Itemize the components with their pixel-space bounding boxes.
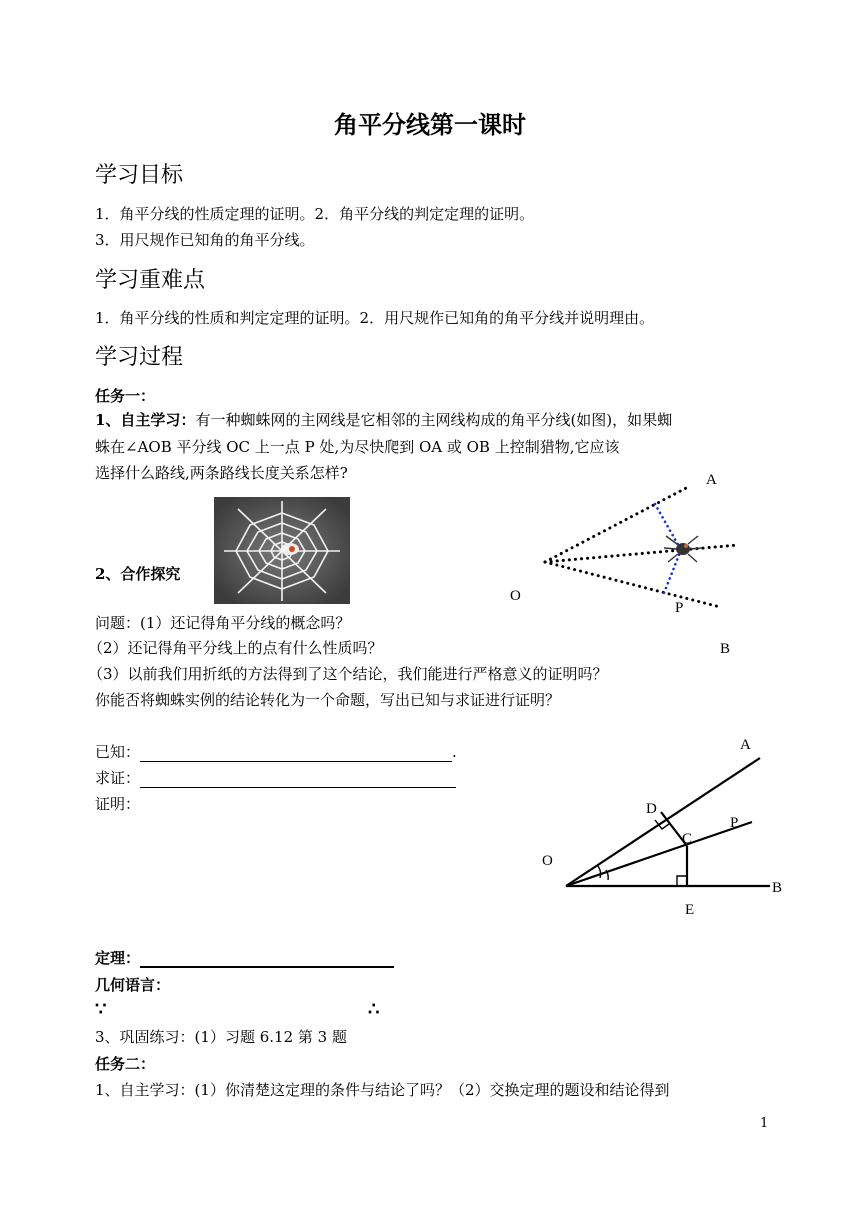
known-blank[interactable] (140, 747, 452, 762)
task2-label: 任务二： (95, 1055, 156, 1073)
therefore-symbol: ∴ (368, 999, 380, 1020)
fig1-label-B: B (720, 641, 731, 657)
question-4: 你能否将蜘蛛实例的结论转化为一个命题，写出已知与求证进行证明？ (95, 691, 561, 709)
objectives-heading: 学习目标 (95, 163, 184, 188)
prove-row (95, 767, 456, 788)
objectives-line-2: 3．用尺规作已知角的角平分线。 (95, 231, 315, 249)
theorem-label: 定理： (95, 949, 141, 967)
fig2-label-E: E (685, 902, 695, 918)
practice-line: 3、巩固练习：(1）习题 6.12 第 3 题 (95, 1028, 347, 1046)
prove-label: 求证： (95, 769, 141, 787)
question-1: 问题：(1）还记得角平分线的概念吗？ (95, 614, 351, 632)
fig2-label-D: D (646, 801, 657, 817)
page-number: 1 (760, 1116, 769, 1131)
question-3: （3）以前我们用折纸的方法得到了这个结论，我们能进行严格意义的证明吗？ (88, 665, 608, 683)
fig1-label-P: P (675, 600, 684, 616)
theorem-row (95, 947, 394, 968)
task1-self-study-line-1 (95, 409, 672, 430)
spider-angle-figure (500, 470, 760, 660)
angle-bisector-figure (530, 730, 800, 918)
self-study-text-1: 有一种蜘蛛网的主网线是它相邻的主网线构成的角平分线(如图)，如果蜘 (195, 411, 673, 429)
question-2: （2）还记得角平分线上的点有什么性质吗？ (88, 639, 383, 657)
ray-OP (566, 822, 752, 886)
ray-OA (545, 486, 690, 562)
ray-OB (545, 562, 720, 607)
fig1-label-O: O (510, 588, 521, 604)
page-title: 角平分线第一课时 (334, 111, 526, 139)
self-study-label: 1、自主学习： (95, 411, 196, 429)
fig1-label-A: A (706, 472, 717, 488)
geometric-language-label: 几何语言： (95, 976, 171, 994)
known-label: 已知： (95, 743, 141, 761)
spider-icon (664, 536, 702, 562)
prove-blank[interactable] (140, 773, 456, 788)
process-heading: 学习过程 (95, 345, 184, 370)
theorem-blank[interactable] (140, 952, 394, 968)
fig2-label-A: A (740, 737, 751, 753)
known-end: . (452, 743, 457, 761)
ray-OC (545, 545, 738, 562)
known-row (95, 741, 457, 762)
task2-self-study: 1、自主学习：(1）你清楚这定理的条件与结论了吗？（2）交换定理的题设和结论得到 (95, 1081, 670, 1099)
task1-self-study-line-2: 蛛在∠AOB 平分线 OC 上一点 P 处,为尽快爬到 OA 或 OB 上控制猎物,它应该 (95, 438, 620, 456)
spider-web-photo (214, 497, 350, 604)
cooperative-inquiry-label: 2、合作探究 (95, 565, 181, 583)
objectives-line-1: 1．角平分线的性质定理的证明。2．角平分线的判定定理的证明。 (95, 205, 535, 223)
fig2-label-O: O (542, 853, 553, 869)
fig2-label-B: B (772, 880, 783, 896)
task1-self-study-line-3: 选择什么路线,两条路线长度关系怎样? (95, 464, 348, 482)
task1-label: 任务一： (95, 387, 156, 405)
key-points-line-1: 1．角平分线的性质和判定定理的证明。2．用尺规作已知角的角平分线并说明理由。 (95, 309, 655, 327)
because-symbol: ∵ (95, 999, 107, 1020)
key-points-heading: 学习重难点 (95, 268, 206, 293)
proof-label: 证明： (95, 795, 141, 813)
fig2-label-C: C (682, 831, 693, 847)
fig2-label-P: P (730, 815, 739, 831)
